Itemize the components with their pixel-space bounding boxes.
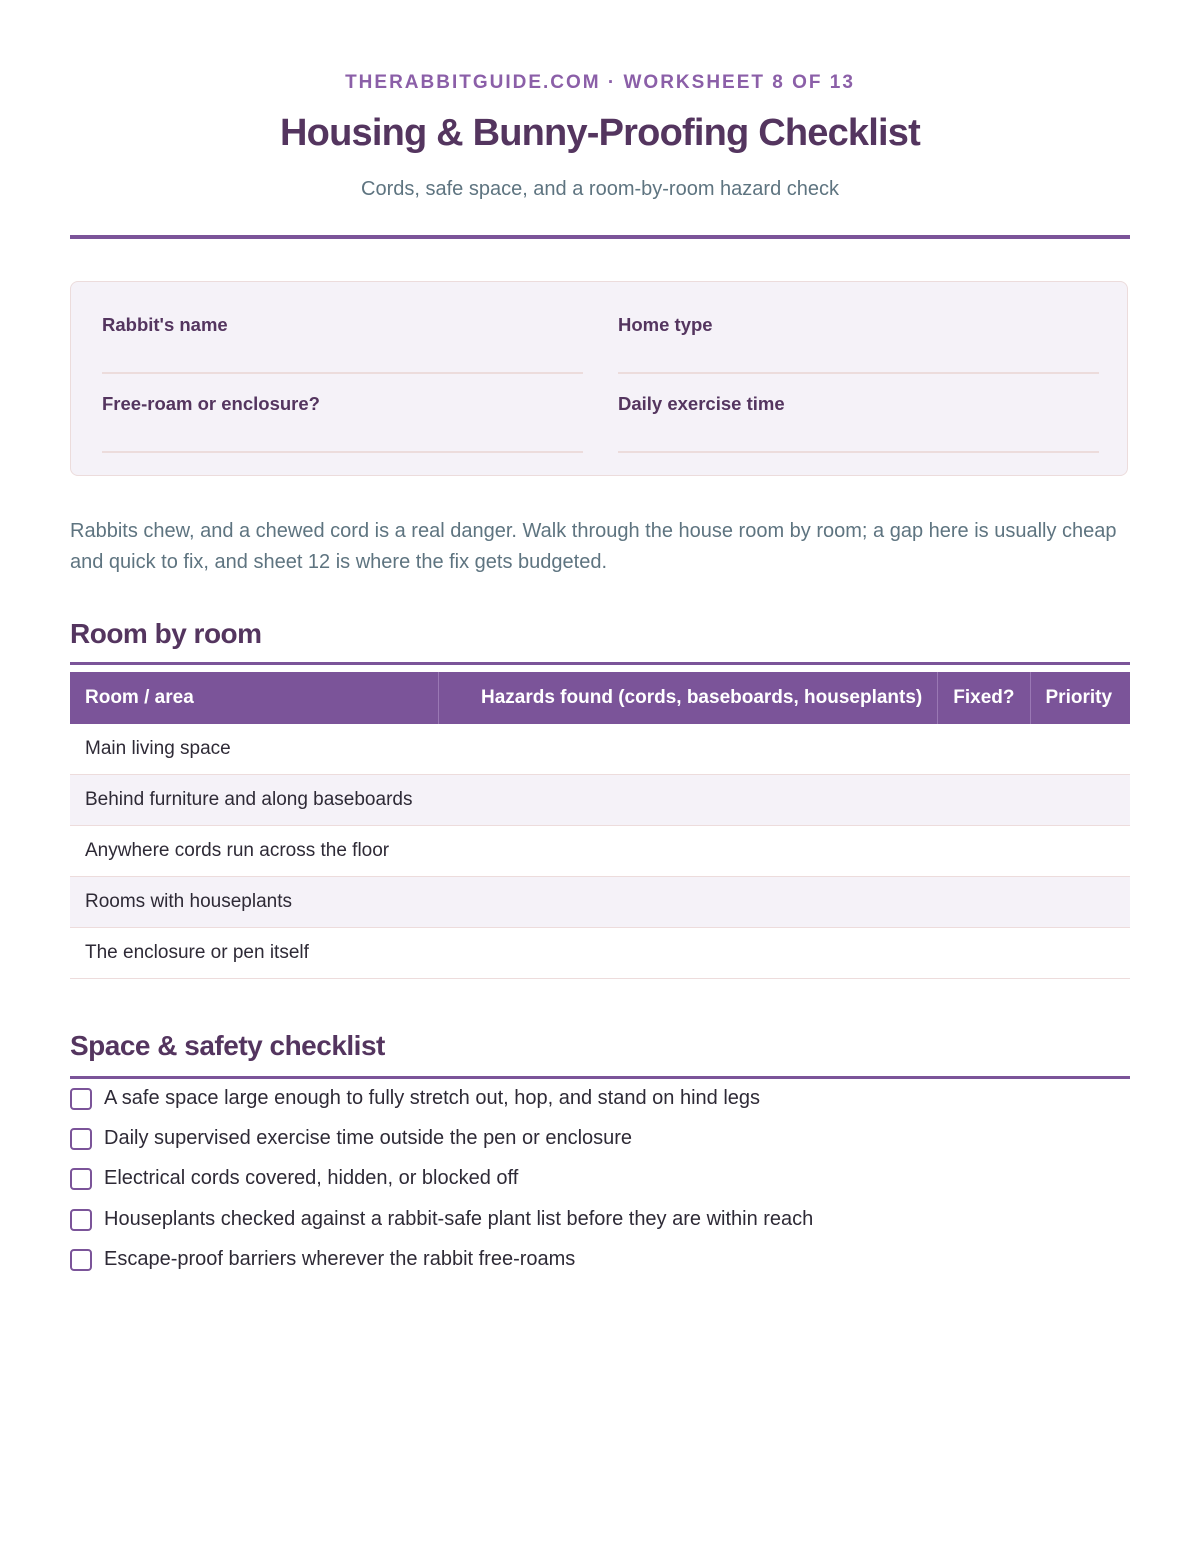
- table-row: [70, 724, 1130, 775]
- checklist-item-label: Houseplants checked against a rabbit-safe plant list before they are within reach: [104, 1207, 814, 1230]
- field-label: Rabbit's name: [102, 314, 228, 335]
- checkbox[interactable]: [70, 1168, 92, 1190]
- room-section-divider: [70, 662, 1130, 665]
- field-label: Home type: [618, 314, 713, 335]
- site-eyebrow: THERABBITGUIDE.COM · WORKSHEET 8 OF 13: [345, 72, 855, 93]
- room-cell: Anywhere cords run across the floor: [70, 826, 439, 877]
- room-cell: The enclosure or pen itself: [70, 928, 439, 979]
- list-item: [70, 1127, 1130, 1167]
- priority-cell[interactable]: [1030, 877, 1130, 928]
- field-write-line[interactable]: [102, 451, 583, 453]
- field-write-line[interactable]: [102, 372, 583, 374]
- fixed-cell[interactable]: [938, 928, 1030, 979]
- priority-cell[interactable]: [1030, 775, 1130, 826]
- priority-cell[interactable]: [1030, 928, 1130, 979]
- hazards-cell[interactable]: [439, 877, 938, 928]
- hazards-cell[interactable]: [439, 775, 938, 826]
- intro-paragraph: Rabbits chew, and a chewed cord is a real danger. Walk through the house room by room; a gap here is usually cheap and quick to fix, and sheet 12 is where the fix gets budgeted.: [70, 520, 1117, 573]
- checklist-section-title: Space & safety checklist: [70, 1030, 385, 1061]
- list-item: [70, 1208, 1130, 1248]
- checklist-item-label: Daily supervised exercise time outside the pen or enclosure: [104, 1127, 633, 1150]
- field-write-line[interactable]: [618, 372, 1099, 374]
- page-subtitle: Cords, safe space, and a room-by-room hazard check: [361, 178, 839, 200]
- checklist-item-label: Escape-proof barriers wherever the rabbit free-roams: [104, 1247, 576, 1270]
- checklist-item-label: A safe space large enough to fully stretch out, hop, and stand on hind legs: [104, 1087, 761, 1109]
- priority-cell[interactable]: [1030, 826, 1130, 877]
- home-type-field[interactable]: [618, 314, 1099, 336]
- column-header-fixed: Fixed?: [938, 672, 1030, 724]
- checklist-section-divider: [70, 1076, 1130, 1079]
- rabbit-name-field[interactable]: [102, 314, 583, 336]
- table-row: [70, 928, 1130, 979]
- field-write-line[interactable]: [618, 451, 1099, 453]
- column-header-priority: Priority: [1030, 672, 1130, 724]
- exercise-time-field[interactable]: [618, 393, 1099, 415]
- roam-type-field[interactable]: [102, 393, 583, 415]
- hazards-cell[interactable]: [439, 928, 938, 979]
- fixed-cell[interactable]: [938, 775, 1030, 826]
- room-hazard-table: [70, 672, 1130, 979]
- checkbox[interactable]: [70, 1088, 92, 1110]
- room-cell: Rooms with houseplants: [70, 877, 439, 928]
- page-title: Housing & Bunny-Proofing Checklist: [280, 112, 920, 154]
- room-cell: Behind furniture and along baseboards: [70, 775, 439, 826]
- safety-checklist: [70, 1087, 1130, 1288]
- hazards-cell[interactable]: [439, 724, 938, 775]
- column-header-hazards: Hazards found (cords, baseboards, houseplants): [439, 672, 938, 724]
- fixed-cell[interactable]: [938, 826, 1030, 877]
- title-divider: [70, 235, 1130, 239]
- room-cell: Main living space: [70, 724, 439, 775]
- list-item: [70, 1087, 1130, 1127]
- checkbox[interactable]: [70, 1128, 92, 1150]
- checkbox[interactable]: [70, 1209, 92, 1231]
- rabbit-info-panel: [70, 281, 1128, 476]
- list-item: [70, 1248, 1130, 1288]
- table-header-row: [70, 672, 1130, 724]
- list-item: [70, 1167, 1130, 1207]
- column-header-room: Room / area: [70, 672, 439, 724]
- room-section-title: Room by room: [70, 618, 262, 649]
- table-row: [70, 775, 1130, 826]
- fixed-cell[interactable]: [938, 877, 1030, 928]
- checkbox[interactable]: [70, 1249, 92, 1271]
- table-row: [70, 826, 1130, 877]
- field-label: Daily exercise time: [618, 393, 785, 414]
- fixed-cell[interactable]: [938, 724, 1030, 775]
- table-row: [70, 877, 1130, 928]
- hazards-cell[interactable]: [439, 826, 938, 877]
- field-label: Free-roam or enclosure?: [102, 393, 320, 414]
- priority-cell[interactable]: [1030, 724, 1130, 775]
- checklist-item-label: Electrical cords covered, hidden, or blocked off: [104, 1167, 519, 1190]
